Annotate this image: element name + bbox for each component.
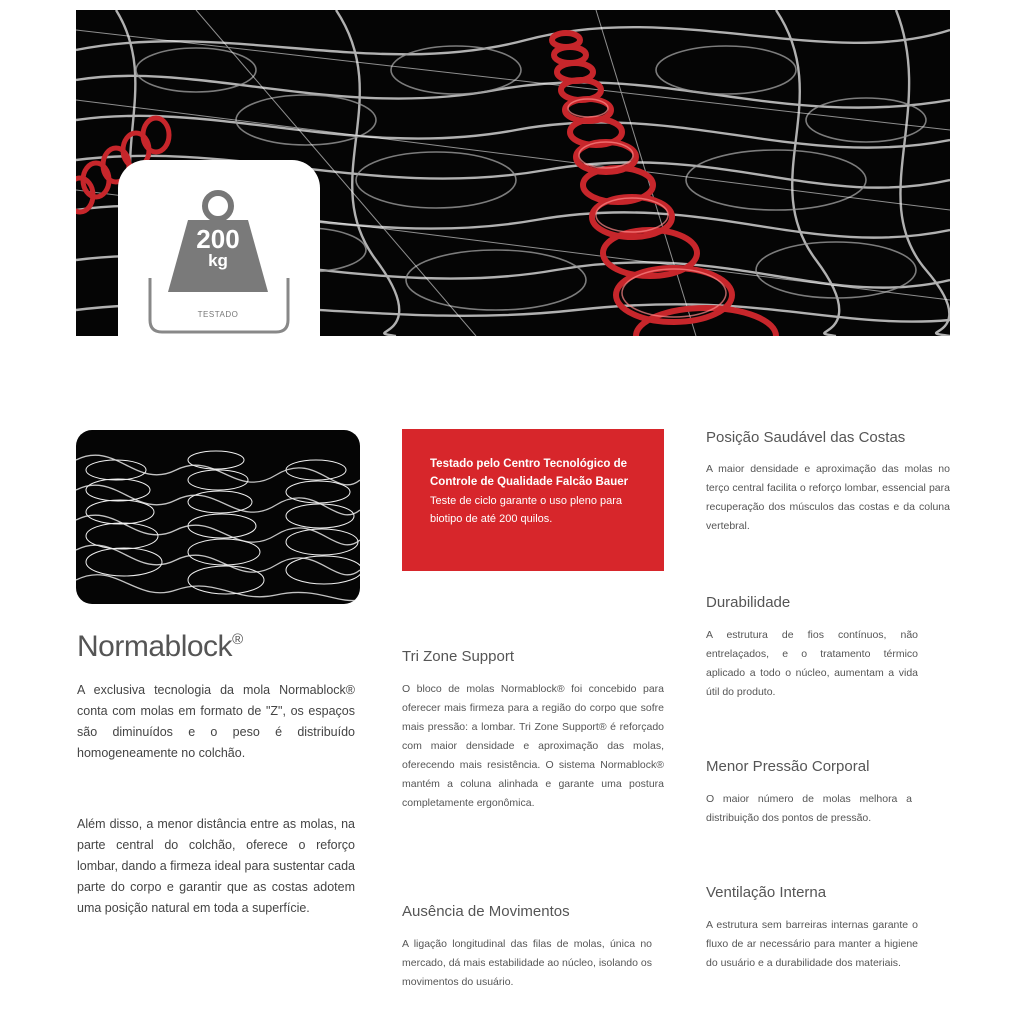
intro-paragraph-2: Além disso, a menor distância entre as molas, na parte central do colchão, oferece o reforço lombar, dando a firmeza ideal para sustentar cada parte do corpo e garantir que as costas adotem uma posição natural em toda a superfície. [77,817,355,915]
spring-coils-illustration [76,430,360,604]
durability-text: A estrutura de fios contínuos, não entrelaçados, e o tratamento térmico aplicado a todo o núcleo, aumentam a vida útil do produto. [706,629,918,698]
registered-mark: ® [232,631,243,648]
tested-label: TESTADO [197,310,239,319]
posture-title: Posição Saudável das Costas [706,429,906,446]
callout-text: Teste de ciclo garante o uso pleno para biotipo de até 200 quilos. [430,495,623,525]
test-callout-box [402,429,664,571]
tri-zone-title: Tri Zone Support [402,648,514,665]
weight-tested-badge [118,160,320,350]
movements-text: A ligação longitudinal das filas de molas, única no mercado, dá mais estabilidade ao núcleo, isolando os movimentos do usuário. [402,938,652,988]
durability-title: Durabilidade [706,594,791,611]
posture-text: A maior densidade e aproximação das molas no terço central facilita o reforço lombar, essencial para recuperação dos músculos das costas e da coluna vertebral. [706,463,950,532]
ventilation-title: Ventilação Interna [706,884,827,901]
callout-title: Testado pelo Centro Tecnológico de Controle de Qualidade Falcão Bauer [430,458,629,488]
ventilation-text: A estrutura sem barreiras internas garante o fluxo de ar necessário para manter a higiene do usuário e a durabilidade dos materiais. [706,919,918,969]
brand-title [77,630,243,664]
movements-title: Ausência de Movimentos [402,903,570,920]
spring-block-thumbnail [76,430,360,604]
weight-unit: kg [208,251,228,270]
tri-zone-text: O bloco de molas Normablock® foi concebido para oferecer mais firmeza para a região do corpo que sofre mais pressão: a lombar. Tri Zone Support® é reforçado com maior densidade e aproximação das molas, oferecendo mais resistência. O sistema Normablock® mantém a coluna alinhada e garante uma postura completamente ergonômica. [402,683,664,809]
brand-name: Normablock [77,630,233,663]
pressure-title: Menor Pressão Corporal [706,758,870,775]
pressure-text: O maior número de molas melhora a distribuição dos pontos de pressão. [706,793,912,824]
intro-paragraph-1: A exclusiva tecnologia da mola Normablock® conta com molas em formato de "Z", os espaços são diminuídos e o peso é distribuído homogeneamente no colchão. [77,683,355,760]
weight-value: 200 [196,224,240,254]
